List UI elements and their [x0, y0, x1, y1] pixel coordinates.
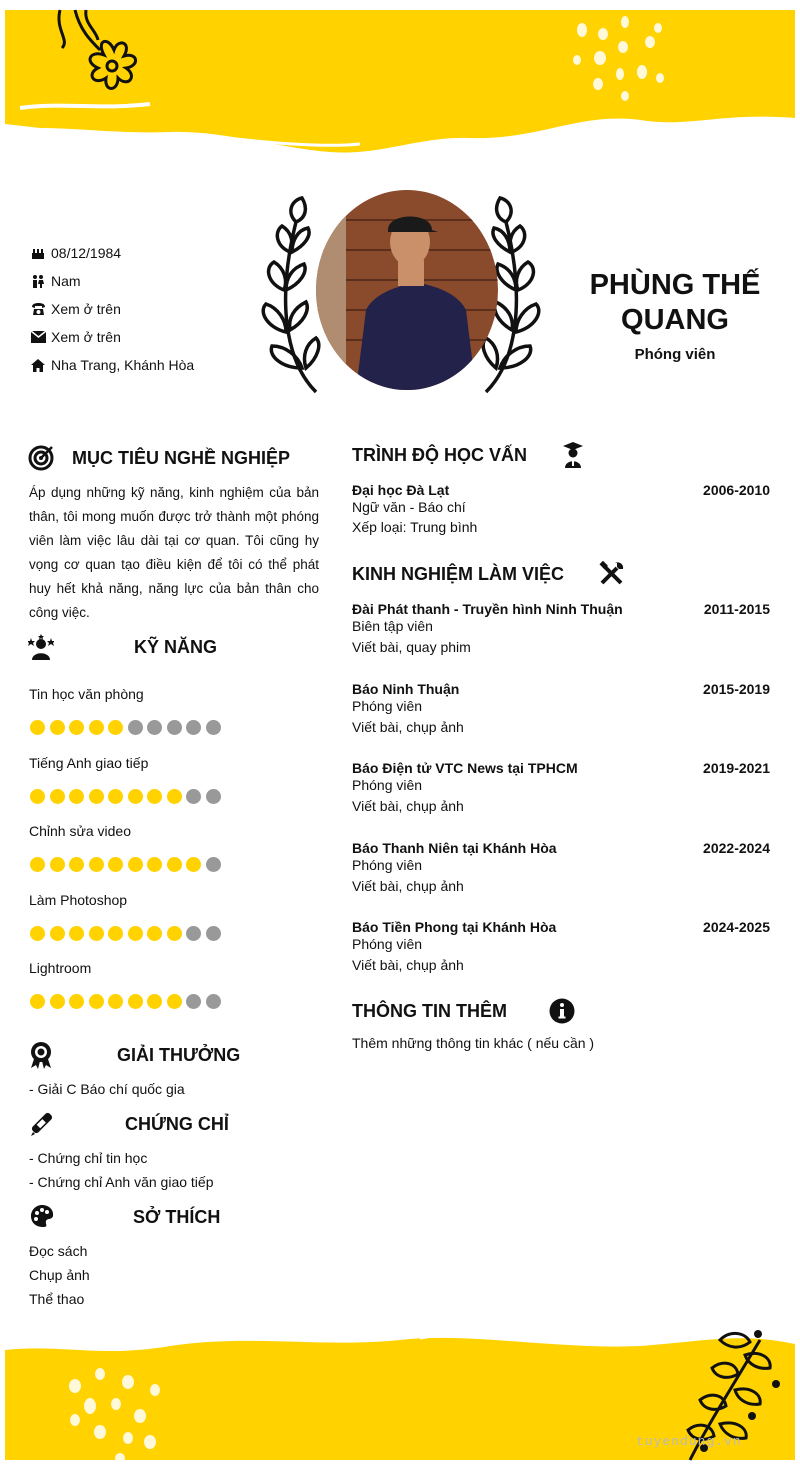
address-row — [30, 355, 194, 375]
hobby-item: Thể thao — [29, 1291, 85, 1307]
rating-dot-filled — [108, 994, 123, 1009]
rating-dot-filled — [30, 857, 45, 872]
rating-dot-filled — [167, 857, 182, 872]
award-icon — [29, 1041, 53, 1069]
rating-dot-filled — [108, 789, 123, 804]
info-icon — [549, 998, 575, 1024]
rating-dot-filled — [69, 857, 84, 872]
gender-text: Nam — [51, 273, 81, 289]
skill-label: Làm Photoshop — [29, 892, 128, 908]
skill-label: Lightroom — [29, 960, 92, 976]
education-title: TRÌNH ĐỘ HỌC VẤN — [352, 445, 527, 465]
rating-dot-filled — [128, 926, 143, 941]
awards-title: GIẢI THƯỞNG — [117, 1045, 241, 1065]
skills-title: KỸ NĂNG — [134, 637, 218, 657]
rating-dot-filled — [30, 994, 45, 1009]
certificate-item: - Chứng chỉ Anh văn giao tiếp — [29, 1174, 214, 1190]
experience-position: Phóng viên — [352, 777, 423, 793]
home-icon — [30, 357, 46, 373]
target-icon — [28, 445, 54, 471]
extra-title: THÔNG TIN THÊM — [352, 1001, 507, 1021]
rating-dot-filled — [30, 789, 45, 804]
rating-dot-empty — [206, 720, 221, 735]
gender-row — [30, 271, 81, 291]
extra-text: Thêm những thông tin khác ( nếu cần ) — [352, 1035, 595, 1051]
rating-dot-filled — [50, 789, 65, 804]
objective-title: MỤC TIÊU NGHỀ NGHIỆP — [72, 448, 291, 468]
mail-icon — [30, 329, 46, 345]
objective-text: Áp dụng những kỹ năng, kinh nghiệm của bản thân, tôi mong muốn được trở thành một phóng viên làm việc lâu dài tại cơ quan. Tôi cũng hy vọng cơ quan tạo điều kiện để tôi có thể phát huy hết khả năng, năng lực của bản thân cho công việc. — [29, 485, 319, 620]
education-years: 2006-2010 — [703, 482, 770, 498]
experience-years: 2015-2019 — [703, 681, 770, 697]
phone-icon — [30, 301, 46, 317]
cake-icon — [30, 245, 46, 261]
rating-dot-filled — [128, 857, 143, 872]
experience-org: Báo Ninh Thuận — [352, 681, 460, 697]
rating-dot-empty — [167, 720, 182, 735]
experience-desc: Viết bài, chụp ảnh — [352, 719, 464, 735]
rating-dot-filled — [50, 926, 65, 941]
rating-dot-filled — [89, 789, 104, 804]
rating-dot-filled — [167, 926, 182, 941]
experience-org: Báo Điện tử VTC News tại TPHCM — [352, 760, 578, 776]
gender-icon — [30, 273, 46, 289]
certificate-item: - Chứng chỉ tin học — [29, 1150, 148, 1166]
experience-desc: Viết bài, quay phim — [352, 639, 471, 655]
rating-dot-empty — [186, 994, 201, 1009]
hobby-item: Đọc sách — [29, 1243, 88, 1259]
experience-position: Phóng viên — [352, 857, 423, 873]
rating-dot-filled — [69, 994, 84, 1009]
experience-position: Biên tập viên — [352, 618, 433, 634]
tools-icon — [599, 561, 625, 587]
rating-dot-filled — [108, 720, 123, 735]
experience-desc: Viết bài, chụp ảnh — [352, 957, 464, 973]
rating-dot-filled — [108, 926, 123, 941]
rating-dot-empty — [186, 720, 201, 735]
birthday-row — [30, 243, 121, 263]
hobby-item: Chụp ảnh — [29, 1267, 90, 1283]
experience-org: Báo Tiền Phong tại Khánh Hòa — [352, 919, 557, 935]
rating-dot-filled — [89, 926, 104, 941]
watermark: tuyendung.vn — [636, 1434, 742, 1449]
rating-dot-empty — [186, 789, 201, 804]
rating-dot-filled — [108, 857, 123, 872]
rating-dot-filled — [147, 857, 162, 872]
skill-rating — [30, 926, 221, 941]
rating-dot-filled — [147, 926, 162, 941]
skill-rating — [30, 857, 221, 872]
email-row — [30, 327, 121, 347]
graduate-icon — [563, 442, 583, 468]
rating-dot-filled — [128, 789, 143, 804]
education-school: Đại học Đà Lạt — [352, 482, 450, 498]
skill-label: Chỉnh sửa video — [29, 823, 131, 839]
experience-org: Báo Thanh Niên tại Khánh Hòa — [352, 840, 557, 856]
skill-rating — [30, 994, 221, 1009]
rating-dot-filled — [89, 994, 104, 1009]
candidate-name — [580, 268, 770, 338]
award-item: - Giải C Báo chí quốc gia — [29, 1081, 185, 1097]
rating-dot-empty — [186, 926, 201, 941]
experience-title: KINH NGHIỆM LÀM VIỆC — [352, 564, 565, 584]
rating-dot-empty — [206, 926, 221, 941]
palette-icon — [29, 1203, 55, 1229]
rating-dot-filled — [30, 720, 45, 735]
rating-dot-filled — [69, 926, 84, 941]
rating-dot-filled — [147, 789, 162, 804]
rating-dot-filled — [30, 926, 45, 941]
birthday-text: 08/12/1984 — [51, 245, 122, 261]
rating-dot-filled — [50, 857, 65, 872]
phone-row — [30, 299, 121, 319]
rating-dot-empty — [128, 720, 143, 735]
candidate-role: Phóng viên — [634, 346, 716, 363]
profile-photo — [316, 190, 498, 390]
experience-position: Phóng viên — [352, 936, 423, 952]
rating-dot-filled — [89, 857, 104, 872]
certificate-icon — [29, 1110, 55, 1136]
rating-dot-filled — [167, 994, 182, 1009]
rating-dot-filled — [128, 994, 143, 1009]
rating-dot-filled — [69, 720, 84, 735]
name-line-2: QUANG — [621, 304, 729, 336]
rating-dot-filled — [69, 789, 84, 804]
education-grade: Xếp loại: Trung bình — [352, 519, 478, 535]
skill-icon — [28, 634, 54, 660]
address-text: Nha Trang, Khánh Hòa — [51, 357, 195, 373]
rating-dot-empty — [206, 857, 221, 872]
rating-dot-filled — [147, 994, 162, 1009]
rating-dot-empty — [206, 994, 221, 1009]
experience-desc: Viết bài, chụp ảnh — [352, 878, 464, 894]
experience-years: 2024-2025 — [703, 919, 770, 935]
header-decoration — [0, 0, 800, 170]
rating-dot-filled — [89, 720, 104, 735]
experience-position: Phóng viên — [352, 698, 423, 714]
rating-dot-filled — [50, 720, 65, 735]
skill-rating — [30, 789, 221, 804]
experience-org: Đài Phát thanh - Truyền hình Ninh Thuận — [352, 601, 623, 617]
name-line-1: PHÙNG THẾ — [589, 269, 761, 301]
education-major: Ngữ văn - Báo chí — [352, 499, 466, 515]
experience-desc: Viết bài, chụp ảnh — [352, 798, 464, 814]
rating-dot-filled — [50, 994, 65, 1009]
phone-text: Xem ở trên — [51, 301, 121, 317]
rating-dot-filled — [167, 789, 182, 804]
experience-years: 2011-2015 — [703, 601, 770, 617]
email-text: Xem ở trên — [51, 329, 121, 345]
experience-years: 2019-2021 — [703, 760, 770, 776]
skill-label: Tin học văn phòng — [29, 686, 144, 702]
rating-dot-empty — [206, 789, 221, 804]
experience-years: 2022-2024 — [703, 840, 770, 856]
rating-dot-empty — [147, 720, 162, 735]
skill-label: Tiếng Anh giao tiếp — [29, 755, 149, 771]
certificates-title: CHỨNG CHỈ — [125, 1114, 229, 1134]
skill-rating — [30, 720, 221, 735]
hobbies-title: SỞ THÍCH — [133, 1207, 221, 1227]
rating-dot-filled — [186, 857, 201, 872]
